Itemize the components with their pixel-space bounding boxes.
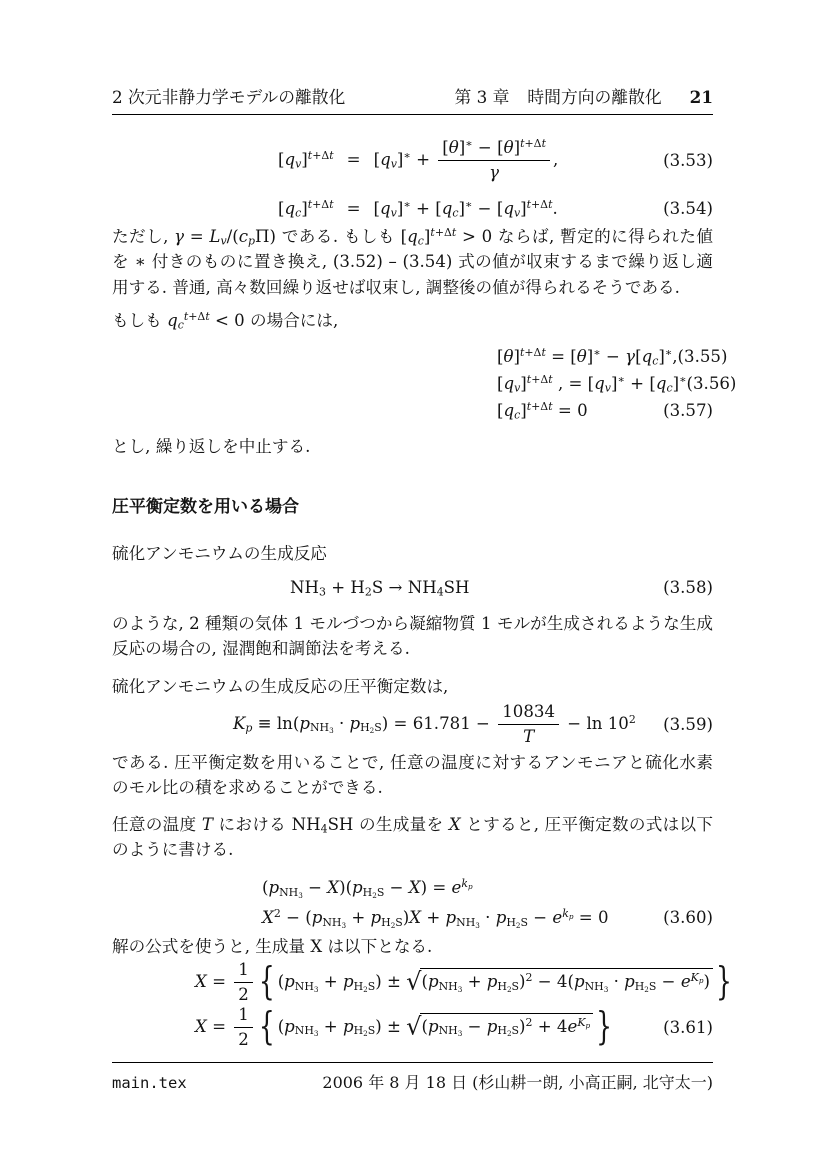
equation-353 [112, 138, 713, 183]
equation-359-body: $K_p \equiv \ln(p_{NH_3} \cdot p_{H_2S}) = 61.781$ − $\frac{10834}{T}$ − $\ln 10^2$ [233, 701, 636, 746]
paragraph-equilibrium-constant-intro: 硫化アンモニウムの生成反応の圧平衡定数は, [112, 677, 449, 696]
equation-number-356: (3.56) [686, 374, 737, 393]
equation-block-355-357 [112, 343, 737, 424]
footer-filename: main.tex [112, 1074, 187, 1092]
page-number: 21 [689, 87, 713, 107]
equation-number-355: (3.55) [677, 347, 728, 366]
equation-355 [112, 343, 728, 370]
section-heading-equilibrium-constant: 圧平衡定数を用いる場合 [112, 497, 299, 517]
equation-354 [112, 195, 713, 222]
equation-361-line1 [112, 958, 732, 1005]
paragraph-ammonium-sulfide-reaction-intro: 硫化アンモニウムの生成反応 [112, 544, 327, 563]
equation-355-body: $[\theta]^{t+\Delta t} = [\theta]^∗ - \gamma[q_c]^∗$, [497, 345, 678, 368]
equation-number-359: (3.59) [663, 714, 713, 734]
running-head-chapter-title: 時間方向の離散化 [527, 87, 662, 107]
equation-block-361 [112, 958, 732, 1050]
equation-361-line2-body: X = $\frac{1}{2}$ { $(p_{NH_3} + p_{H_2S}) \pm √(p_{NH_3} - p_{H_2S})^2 + 4e^{K_p}$ } [195, 1003, 612, 1049]
equation-359 [112, 700, 713, 748]
equation-number-357: (3.57) [663, 401, 713, 420]
equation-number-358: (3.58) [663, 578, 713, 597]
running-head-chapter-label: 第 3 章 [454, 87, 510, 107]
equation-354-body: $[q_c]^{t+\Delta t} = [q_v]^∗ + [q_c]^∗ - [q_v]^{t+\Delta t}$. [278, 197, 558, 220]
equation-357-body: $[q_c]^{t+\Delta t} = 0$ [497, 399, 588, 422]
equation-357 [112, 397, 713, 424]
equation-number-353: (3.53) [663, 150, 713, 170]
equation-number-360: (3.60) [663, 908, 713, 927]
equation-358 [112, 574, 713, 601]
equation-360-line2 [112, 904, 713, 931]
paragraph-gamma-definition: ただし, $\gamma = L_v/(c_p\Pi)$ である. もしも $[q_c]^{t+\Delta t} > 0$ ならば, 暫定的に得られた値を ∗ 付きのものに置き換え, (3.52) – (3.54) 式の値が収束するまで繰り返し適用する. 普通, 高々数回繰り返せば収束し, 調整後の値が得られるそうである. [112, 225, 713, 297]
paragraph-reaction-description: のような, 2 種類の気体 1 モルづつから凝縮物質 1 モルが生成されるような生成反応の場合の, 湿潤飽和調節法を考える. [112, 614, 713, 659]
equation-number-354: (3.54) [663, 198, 713, 218]
paragraph-stop-iteration: とし, 繰り返しを中止する. [112, 437, 311, 456]
equation-353-body: $[q_v]^{t+\Delta t} = [q_v]^∗$ + $\frac{[\theta]^∗ - [\theta]^{t+\Delta t}}{\gamma}$ , [278, 136, 559, 182]
paragraph-equilibrium-constant-usage: である. 圧平衡定数を用いることで, 任意の温度に対するアンモニアと硫化水素のモル比の積を求めることができる. [112, 753, 713, 798]
equation-360-line1 [112, 874, 713, 901]
equation-356-body: $[q_v]^{t+\Delta t}$ , = $[q_v]^∗ + [q_c]^∗$ [497, 372, 687, 395]
equation-block-360 [112, 874, 713, 931]
equation-360-line1-body: $(p_{NH_3} - X)(p_{H_2S} - X) = e^{k_p}$ [262, 876, 473, 900]
running-header [112, 84, 713, 115]
equation-block-353-354 [112, 138, 713, 222]
page-footer [112, 1062, 713, 1093]
equation-360-line2-body: $X^2 - (p_{NH_3} + p_{H_2S})X + p_{NH_3} \cdot p_{H_2S} - e^{k_p} = 0$ [262, 906, 609, 930]
equation-361-line1-body: X = $\frac{1}{2}$ { $(p_{NH_3} + p_{H_2S}) \pm √(p_{NH_3} + p_{H_2S})^2 - 4(p_{NH_3} \cdot p_{H_2S} - e^{K_p})$ } [195, 958, 732, 1004]
running-head-right [454, 84, 713, 108]
equation-block-358 [112, 574, 713, 601]
footer-date: 2006 年 8 月 18 日 (杉山耕一朗, 小高正嗣, 北守太一) [322, 1073, 713, 1092]
equation-block-359 [112, 700, 713, 748]
equation-356 [112, 370, 737, 397]
running-head-section: 2 次元非静力学モデルの離散化 [112, 87, 346, 107]
paragraph-production-amount-setup: 任意の温度 T における $NH_4SH$ の生成量を X とすると, 圧平衡定数の式は以下のように書ける. [112, 815, 714, 860]
equation-361-line2 [112, 1005, 713, 1050]
paragraph-if-negative-qc: もしも $q_c^{t+\Delta t} < 0$ の場合には, [112, 309, 339, 332]
equation-number-361: (3.61) [663, 1017, 713, 1037]
equation-358-body: $NH_3 + H_2S \to NH_4SH$ [290, 578, 470, 599]
paragraph-quadratic-solution-intro: 解の公式を使うと, 生成量 X は以下となる. [112, 937, 433, 956]
